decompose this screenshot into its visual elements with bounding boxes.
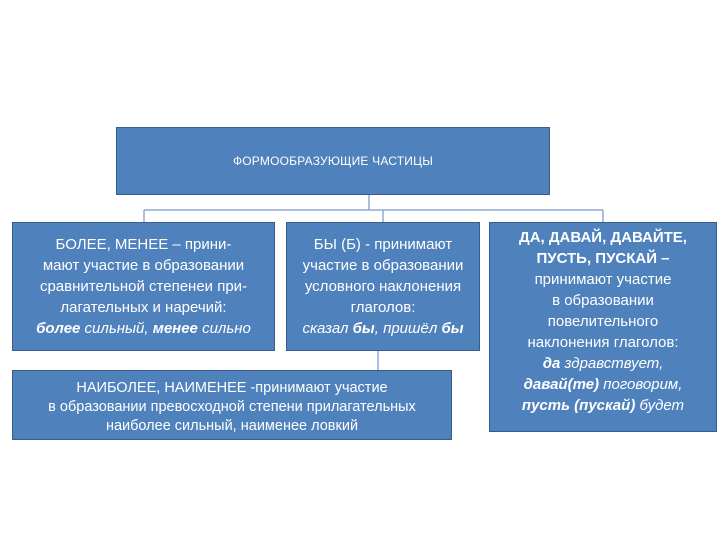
box1-line: лагательных и наречий:	[60, 299, 227, 316]
box3-example-particle: давай(те)	[523, 376, 600, 393]
box3-example-word: здравствует,	[560, 355, 664, 372]
conditional-particles-box	[286, 222, 480, 351]
box3-line: в образовании	[552, 292, 654, 309]
box3-heading-line: ПУСТЬ, ПУСКАЙ –	[536, 250, 670, 267]
box2-example-particle: бы	[352, 320, 375, 337]
box2-line: условного наклонения	[304, 278, 462, 295]
box2-example-word: , пришёл	[374, 320, 442, 337]
box3-example-word: поговорим,	[599, 376, 683, 393]
box1-line: БОЛЕЕ, МЕНЕЕ – прини-	[55, 236, 232, 253]
box1-line: сравнительной степенеи при-	[39, 278, 248, 295]
box4-line: в образовании превосходной степени прилагательных	[48, 399, 416, 415]
box4-line: наиболее сильный, наименее ловкий	[105, 418, 359, 434]
box3-example	[490, 353, 716, 374]
box2-line: участие в образовании	[302, 257, 464, 274]
box2-line: глаголов:	[350, 299, 416, 316]
box3-example	[490, 395, 716, 416]
box1-example-word: сильно	[197, 320, 251, 337]
superlative-particles-box	[12, 370, 452, 440]
box4-line: НАИБОЛЕЕ, НАИМЕНЕЕ -принимают участие	[76, 380, 388, 396]
box2-line: БЫ (Б) - принимают	[313, 236, 453, 253]
box2-example	[287, 318, 479, 339]
box3-example	[490, 374, 716, 395]
box3-line: принимают участие	[534, 271, 672, 288]
comparative-particles-box	[12, 222, 275, 351]
box3-example-word: будет	[635, 397, 685, 414]
box3-heading-line: ДА, ДАВАЙ, ДАВАЙТЕ,	[519, 229, 687, 246]
box1-line: мают участие в образовании	[42, 257, 245, 274]
box3-line: повелительного	[547, 313, 659, 330]
box1-example-particle: более	[36, 320, 81, 337]
box1-example-word: сильный,	[80, 320, 153, 337]
box2-example-particle: бы	[441, 320, 464, 337]
imperative-particles-box	[489, 222, 717, 432]
box2-example-word: сказал	[302, 320, 353, 337]
box3-example-particle: да	[542, 355, 561, 372]
box3-line: наклонения глаголов:	[527, 334, 679, 351]
box1-example-particle: менее	[152, 320, 198, 337]
box1-example	[13, 318, 274, 339]
root-title: ФОРМООБРАЗУЮЩИЕ ЧАСТИЦЫ	[232, 154, 434, 168]
root-box	[116, 127, 550, 195]
box3-example-particle: пусть (пускай)	[521, 397, 636, 414]
